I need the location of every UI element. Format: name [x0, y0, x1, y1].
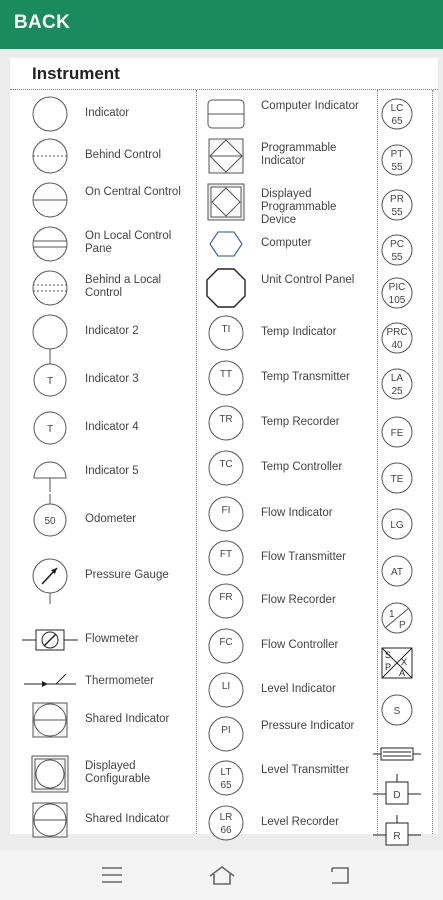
- lc-65-icon[interactable]: [377, 94, 417, 134]
- symbol-label: Temp Transmitter: [261, 371, 350, 383]
- flow-controller-icon[interactable]: [206, 626, 246, 666]
- lg-icon[interactable]: [377, 504, 417, 544]
- one-p-icon[interactable]: [377, 598, 417, 638]
- svg-text:55: 55: [391, 207, 403, 218]
- behind-control-icon[interactable]: [30, 136, 70, 176]
- fe-icon[interactable]: [377, 412, 417, 452]
- flow-recorder-icon[interactable]: [206, 581, 246, 621]
- svg-text:FC: FC: [219, 637, 233, 648]
- symbol-label: On Local Control Pane: [85, 230, 172, 255]
- programmable-indicator-icon[interactable]: [206, 136, 246, 176]
- svg-text:40: 40: [391, 340, 403, 351]
- symbol-label: Pressure Gauge: [85, 569, 169, 581]
- symbol-label: On Central Control: [85, 186, 181, 198]
- symbol-label: Flowmeter: [85, 633, 139, 645]
- shared-indicator-icon[interactable]: [30, 700, 70, 740]
- thermometer-icon[interactable]: [30, 662, 70, 702]
- svg-text:PIC: PIC: [388, 282, 406, 293]
- s-icon[interactable]: [377, 690, 417, 730]
- svg-text:PR: PR: [390, 194, 404, 205]
- flow-indicator-icon[interactable]: [206, 494, 246, 534]
- svg-text:65: 65: [220, 780, 232, 791]
- svg-text:TC: TC: [219, 459, 233, 470]
- temp-recorder-icon[interactable]: [206, 403, 246, 443]
- indicator-circle-icon[interactable]: [30, 94, 70, 134]
- symbol-label: Flow Controller: [261, 639, 339, 651]
- svg-text:PI: PI: [221, 725, 231, 736]
- on-local-control-pane-icon[interactable]: [30, 224, 70, 264]
- svg-text:55: 55: [391, 162, 403, 173]
- pressure-gauge-icon[interactable]: [30, 556, 70, 596]
- symbol-label: Temp Controller: [261, 461, 343, 473]
- home-icon[interactable]: [202, 858, 242, 892]
- symbol-label: Indicator 3: [85, 373, 139, 385]
- column-divider-1: [196, 90, 197, 834]
- symbol-label: Temp Recorder: [261, 416, 340, 428]
- svg-text:25: 25: [391, 386, 403, 397]
- svg-text:FR: FR: [219, 592, 233, 603]
- svg-text:TR: TR: [219, 414, 233, 425]
- back-nav-icon[interactable]: [320, 858, 360, 892]
- symbol-label: Temp Indicator: [261, 326, 337, 338]
- svg-text:66: 66: [220, 825, 232, 836]
- symbol-label: Pressure Indicator: [261, 720, 355, 732]
- r-box-icon[interactable]: [377, 815, 417, 855]
- app-header: [0, 0, 443, 49]
- svg-text:LR: LR: [219, 812, 233, 823]
- svg-text:FE: FE: [390, 428, 404, 439]
- symbol-label: Indicator 4: [85, 421, 139, 433]
- svg-text:105: 105: [388, 295, 406, 306]
- level-indicator-icon[interactable]: [206, 670, 246, 710]
- level-recorder-icon[interactable]: [206, 803, 246, 843]
- flow-transmitter-icon[interactable]: [206, 538, 246, 578]
- temp-transmitter-icon[interactable]: [206, 358, 246, 398]
- odometer-icon[interactable]: [30, 500, 70, 540]
- symbol-label: Shared Indicator: [85, 713, 170, 725]
- symbol-label: Programmable Indicator: [261, 142, 337, 167]
- symbol-label: Flow Recorder: [261, 594, 336, 606]
- symbol-label: Behind a Local Control: [85, 274, 162, 299]
- svg-text:50: 50: [44, 516, 56, 527]
- svg-text:1: 1: [389, 609, 395, 620]
- instrument-symbol-card: [10, 58, 438, 842]
- symbol-label: Indicator: [85, 107, 130, 119]
- title-divider: [10, 89, 438, 90]
- svg-text:PT: PT: [390, 149, 404, 160]
- symbol-label: Computer Indicator: [261, 100, 359, 112]
- pr-55-icon[interactable]: [377, 185, 417, 225]
- svg-text:LG: LG: [390, 520, 404, 531]
- prc-40-icon[interactable]: [377, 318, 417, 358]
- svg-text:PRC: PRC: [386, 327, 408, 338]
- symbol-label: Indicator 5: [85, 465, 139, 477]
- shared-indicator-2-icon[interactable]: [30, 800, 70, 840]
- svg-text:LI: LI: [221, 681, 231, 692]
- symbol-label: Level Recorder: [261, 816, 339, 828]
- symbol-label: Indicator 2: [85, 325, 139, 337]
- symbol-label: Behind Control: [85, 149, 162, 161]
- unit-control-panel-icon[interactable]: [206, 268, 246, 308]
- symbol-label: Displayed Programmable Device: [261, 188, 337, 226]
- flowmeter-icon[interactable]: [30, 620, 70, 660]
- symbol-label: Thermometer: [85, 675, 155, 687]
- pressure-indicator-icon[interactable]: [206, 714, 246, 754]
- svg-text:55: 55: [391, 252, 403, 263]
- svg-text:AT: AT: [390, 567, 404, 578]
- column-divider-3: [432, 90, 433, 834]
- svg-text:TE: TE: [390, 474, 404, 485]
- level-transmitter-icon[interactable]: [206, 758, 246, 798]
- filter-element-icon[interactable]: [377, 736, 417, 776]
- svg-text:LT: LT: [220, 767, 232, 778]
- svg-text:TI: TI: [221, 324, 231, 335]
- d-box-icon[interactable]: [377, 774, 417, 814]
- svg-text:D: D: [393, 790, 401, 801]
- svg-text:P: P: [399, 620, 406, 631]
- pic-105-icon[interactable]: [377, 273, 417, 313]
- symbol-label: Odometer: [85, 513, 137, 525]
- computer-hexagon-icon[interactable]: [206, 224, 246, 264]
- displayed-configurable-icon[interactable]: [30, 754, 70, 794]
- computer-indicator-icon[interactable]: [206, 94, 246, 134]
- svg-text:65: 65: [391, 116, 403, 127]
- symbol-label: Shared Indicator: [85, 813, 170, 825]
- on-central-control-icon[interactable]: [30, 180, 70, 220]
- svg-text:PC: PC: [390, 239, 404, 250]
- svg-text:T: T: [46, 376, 54, 387]
- svg-text:TT: TT: [219, 369, 233, 380]
- te-icon[interactable]: [377, 458, 417, 498]
- svg-text:T: T: [46, 424, 54, 435]
- symbol-label: Flow Transmitter: [261, 551, 346, 563]
- symbol-label: Flow Indicator: [261, 507, 333, 519]
- indicator-5-icon[interactable]: [30, 452, 70, 492]
- svg-text:X: X: [401, 657, 408, 667]
- svg-text:LC: LC: [390, 103, 404, 114]
- svg-text:LA: LA: [390, 373, 404, 384]
- indicator-4-icon[interactable]: [30, 408, 70, 448]
- menu-icon[interactable]: [92, 858, 132, 892]
- symbol-label: Level Transmitter: [261, 764, 350, 776]
- symbol-label: Level Indicator: [261, 683, 336, 695]
- svg-text:A: A: [399, 668, 406, 678]
- pc-55-icon[interactable]: [377, 230, 417, 270]
- pt-55-icon[interactable]: [377, 140, 417, 180]
- section-title: Instrument: [32, 64, 120, 83]
- svg-text:FT: FT: [219, 549, 233, 560]
- temp-controller-icon[interactable]: [206, 448, 246, 488]
- svg-text:R: R: [393, 831, 401, 842]
- svg-text:S: S: [393, 706, 401, 717]
- back-button[interactable]: BACK: [14, 12, 71, 33]
- displayed-programmable-device-icon[interactable]: [206, 182, 246, 222]
- behind-local-control-icon[interactable]: [30, 268, 70, 308]
- symbol-label: Unit Control Panel: [261, 274, 355, 286]
- svg-text:FI: FI: [221, 505, 231, 516]
- svg-text:P: P: [385, 662, 392, 672]
- la-25-icon[interactable]: [377, 364, 417, 404]
- temp-indicator-icon[interactable]: [206, 313, 246, 353]
- svg-text:S: S: [385, 650, 392, 660]
- indicator-2-icon[interactable]: [30, 312, 70, 352]
- spxa-icon[interactable]: [377, 643, 417, 683]
- indicator-3-icon[interactable]: [30, 360, 70, 400]
- at-icon[interactable]: [377, 551, 417, 591]
- symbol-label: Displayed Configurable: [85, 760, 151, 785]
- system-nav-bar: [0, 850, 443, 900]
- symbol-label: Computer: [261, 237, 312, 249]
